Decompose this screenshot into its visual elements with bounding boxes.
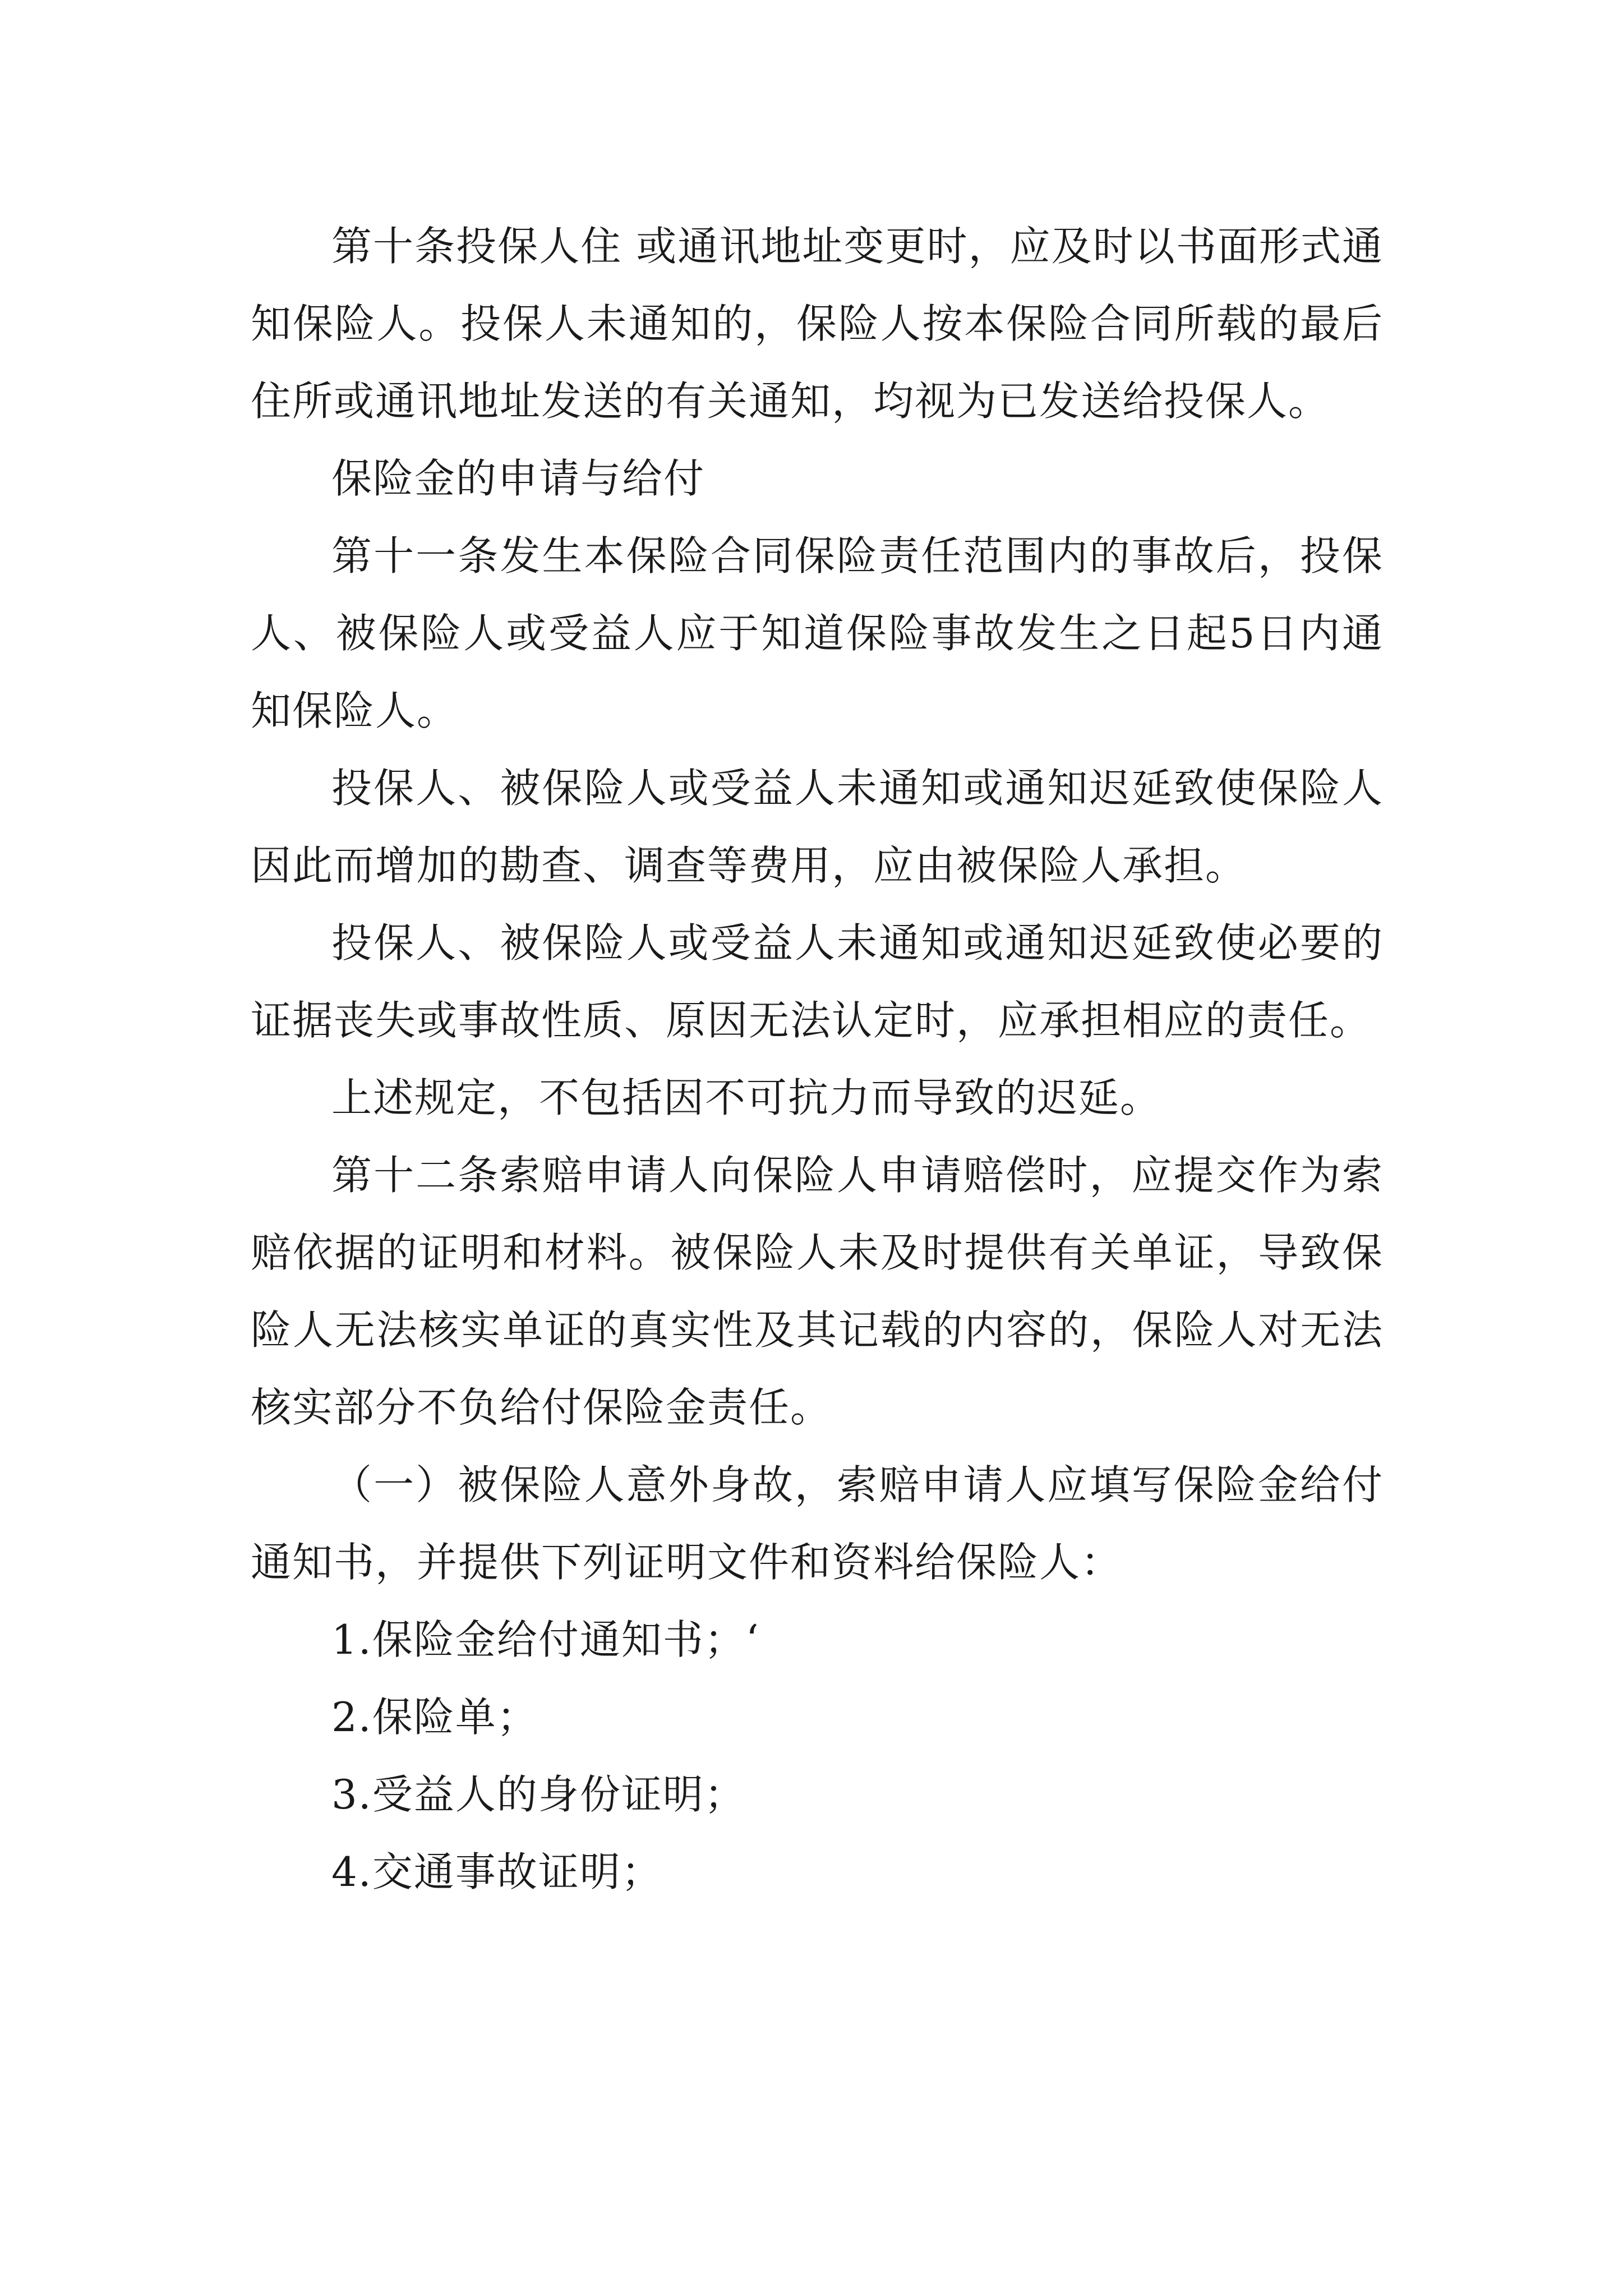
section-heading-claims: 保险金的申请与给付 <box>331 455 706 502</box>
paragraph-article-10: 第十条投保人住 或通讯地址变更时，应及时以书面形式通知保险人。投保人未通知的，保险人按本保险合同所载的最后住所或通讯地址发送的有关通知，均视为已发送给投保人。 <box>251 223 1384 425</box>
paragraph-evidence-loss: 投保人、被保险人或受益人未通知或通知迟延致使必要的证据丧失或事故性质、原因无法认定时，应承担相应的责任。 <box>251 919 1384 1044</box>
list-item-4: 4.交通事故证明； <box>331 1848 663 1895</box>
list-item-3: 3.受益人的身份证明； <box>331 1771 746 1818</box>
list-item-1: 1.保险金给付通知书；‘ <box>331 1616 760 1663</box>
paragraph-accidental-death: （一）被保险人意外身故，索赔申请人应填写保险金给付通知书，并提供下列证明文件和资料给保险人： <box>251 1461 1384 1586</box>
paragraph-force-majeure: 上述规定，不包括因不可抗力而导致的迟延。 <box>331 1074 1162 1121</box>
paragraph-article-12: 第十二条索赔申请人向保险人申请赔偿时，应提交作为索赔依据的证明和材料。被保险人未及时提供有关单证，导致保险人无法核实单证的真实性及其记载的内容的，保险人对无法核实部分不负给付保险金责任。 <box>251 1152 1384 1431</box>
list-item-2: 2.保险单； <box>331 1694 538 1741</box>
paragraph-delay-costs: 投保人、被保险人或受益人未通知或通知迟延致使保险人因此而增加的勘查、调查等费用，应由被保险人承担。 <box>251 765 1384 889</box>
paragraph-article-11: 第十一条发生本保险合同保险责任范围内的事故后，投保人、被保险人或受益人应于知道保险事故发生之日起5日内通知保险人。 <box>251 532 1384 734</box>
document-body <box>251 208 1384 1911</box>
